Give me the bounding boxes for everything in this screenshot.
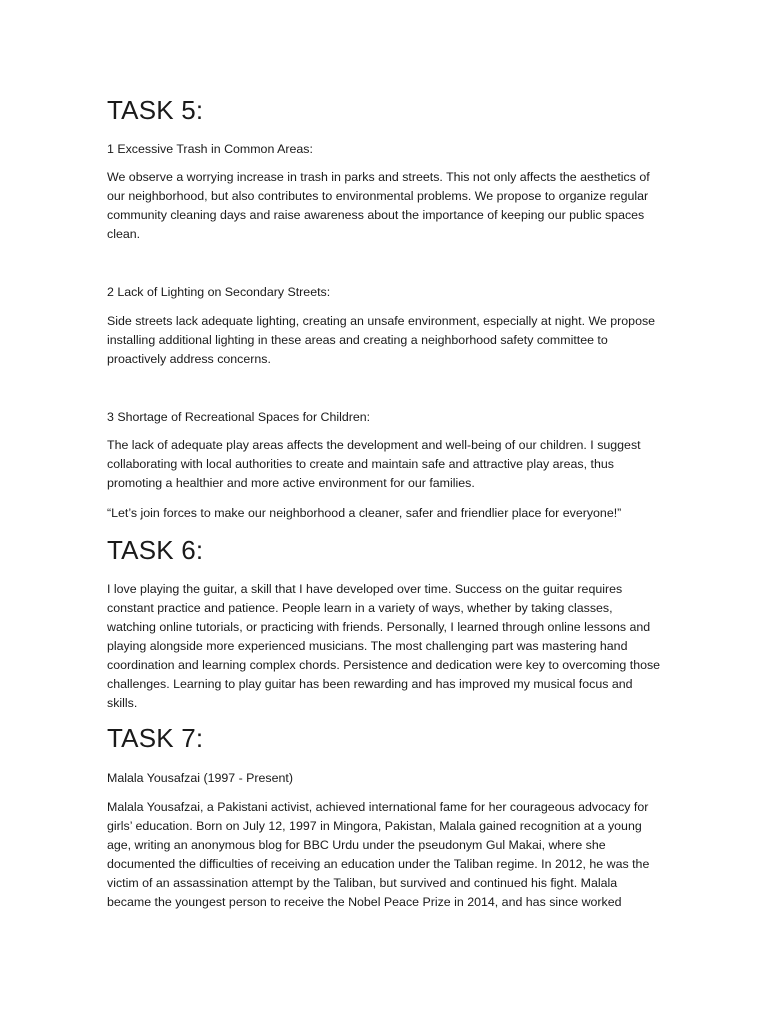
task5-item2-title: 2 Lack of Lighting on Secondary Streets:	[107, 285, 331, 299]
task5-item3-title: 3 Shortage of Recreational Spaces for Children:	[107, 410, 371, 424]
task7-subtitle: Malala Yousafzai (1997 - Present)	[107, 771, 293, 785]
task5-closing-quote: “Let’s join forces to make our neighborhood a cleaner, safer and friendlier place for everyone!”	[107, 506, 622, 520]
task5-item2-body: Side streets lack adequate lighting, creating an unsafe environment, especially at night. We propose installing additional lighting in these areas and creating a neighborhood safety committee to proactively address concerns.	[107, 314, 656, 366]
task5-item1-title: 1 Excessive Trash in Common Areas:	[107, 142, 313, 156]
task5-heading: TASK 5:	[107, 95, 204, 125]
task5-item1-body: We observe a worrying increase in trash in parks and streets. This not only affects the aesthetics of our neighborhood, but also contributes to environmental problems. We propose to organize regular community cleaning days and raise awareness about the importance of keeping our public spaces clean.	[107, 170, 650, 241]
task6-heading: TASK 6:	[107, 535, 204, 565]
task5-item3-body: The lack of adequate play areas affects the development and well-being of our children. I suggest collaborating with local authorities to create and maintain safe and attractive play areas, thus promoting a healthier and more active environment for our families.	[107, 438, 641, 490]
task6-body: I love playing the guitar, a skill that I have developed over time. Success on the guitar requires constant practice and patience. People learn in a variety of ways, whether by taking classes, watching online tutorials, or practicing with friends. Personally, I learned through online lessons and playing alongside more experienced musicians. The most challenging part was mastering hand coordination and learning complex chords. Persistence and dedication were key to overcoming those challenges. Learning to play guitar has been rewarding and has improved my musical focus and skills.	[107, 582, 661, 710]
task7-body: Malala Yousafzai, a Pakistani activist, achieved international fame for her courageous advocacy for girls’ education. Born on July 12, 1997 in Mingora, Pakistan, Malala gained recognition at a young age, writing an anonymous blog for BBC Urdu under the pseudonym Gul Makai, where she documented the difficulties of receiving an education under the Taliban regime. In 2012, he was the victim of an assassination attempt by the Taliban, but survived and continued his fight. Malala became the youngest person to receive the Nobel Peace Prize in 2014, and has since worked	[107, 800, 650, 909]
task7-heading: TASK 7:	[107, 723, 204, 753]
